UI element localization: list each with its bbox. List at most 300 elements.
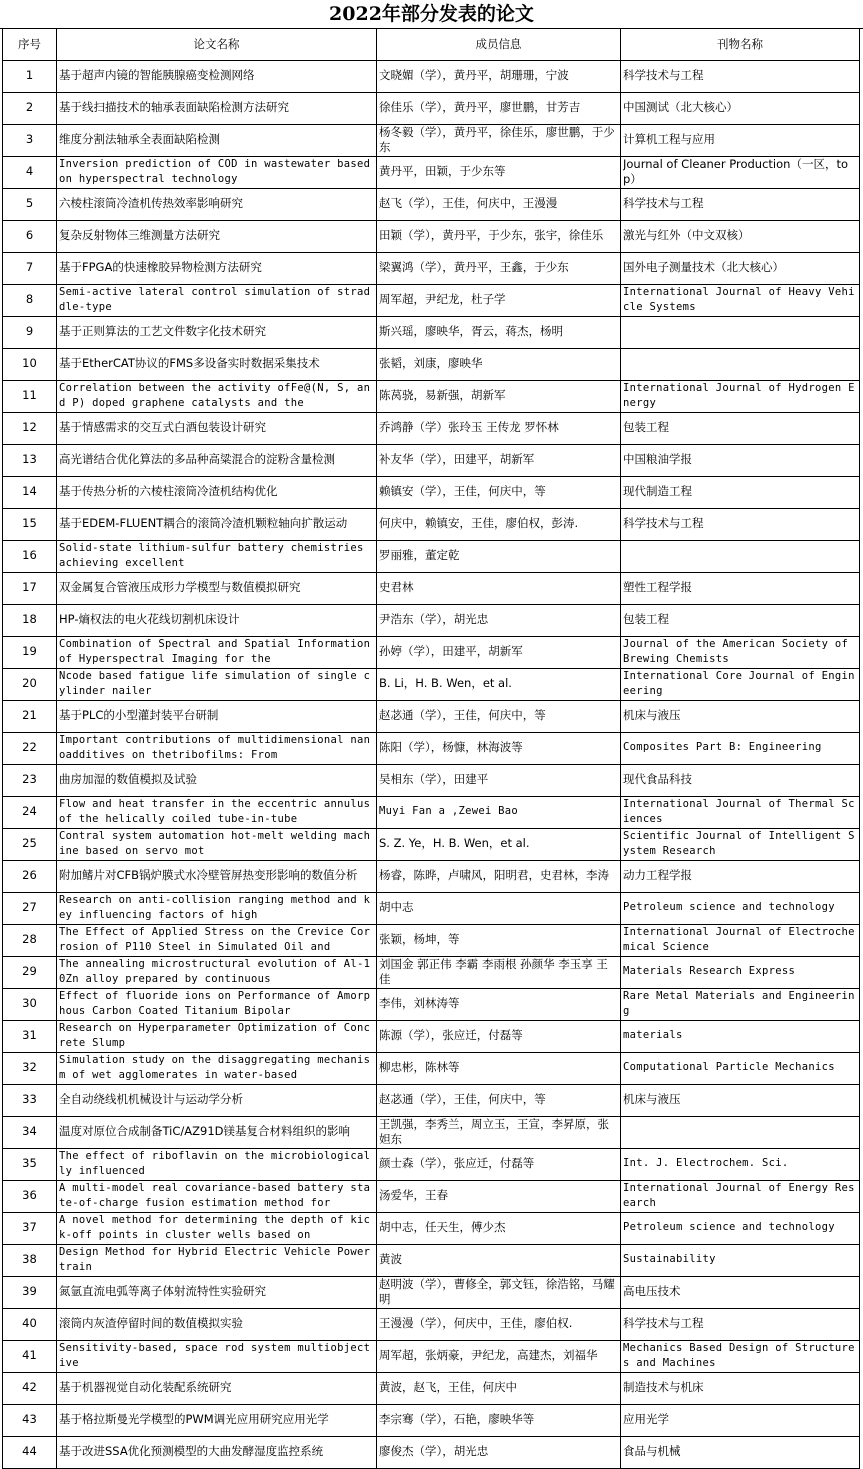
row-index-cell xyxy=(3,796,57,828)
row-index: 32 xyxy=(22,1060,37,1075)
row-index: 7 xyxy=(25,260,34,275)
paper-title-cell xyxy=(57,220,377,252)
member-info-cell xyxy=(377,476,621,508)
member-info-cell xyxy=(377,412,621,444)
member-info-cell xyxy=(377,636,621,668)
table-row xyxy=(3,92,860,124)
table-row xyxy=(3,732,860,764)
table-row xyxy=(3,1212,860,1244)
row-index: 6 xyxy=(25,228,34,243)
row-index-cell xyxy=(3,1404,57,1436)
row-index-cell xyxy=(3,1116,57,1148)
table-row xyxy=(3,1436,860,1468)
member-info-cell xyxy=(377,924,621,956)
row-index: 25 xyxy=(22,836,37,851)
paper-title-cell xyxy=(57,60,377,92)
table-row xyxy=(3,380,860,412)
paper-title-cell xyxy=(57,1372,377,1404)
journal-name-cell xyxy=(621,1084,860,1116)
paper-title-cell xyxy=(57,988,377,1020)
journal-name-cell xyxy=(621,668,860,700)
table-row xyxy=(3,316,860,348)
table-body xyxy=(3,60,860,1468)
paper-title-cell xyxy=(57,924,377,956)
paper-title: Sensitivity-based, space rod system multiobjective xyxy=(59,1341,371,1369)
member-info: 李伟，刘林涛等 xyxy=(379,996,460,1011)
table-row xyxy=(3,412,860,444)
member-info-cell xyxy=(377,1020,621,1052)
row-index-cell xyxy=(3,892,57,924)
row-index-cell xyxy=(3,1084,57,1116)
journal-name-cell xyxy=(621,1340,860,1372)
member-info-cell xyxy=(377,1116,621,1148)
member-info-cell xyxy=(377,956,621,988)
paper-title-cell xyxy=(57,252,377,284)
table-row xyxy=(3,1308,860,1340)
paper-title: Effect of fluoride ions on Performance of Amorphous Carbon Coated Titanium Bipolar xyxy=(59,989,371,1017)
paper-title: HP-熵权法的电火花线切割机床设计 xyxy=(59,612,240,627)
member-info: 柳忠彬，陈林等 xyxy=(379,1060,460,1075)
row-index-cell xyxy=(3,700,57,732)
journal-name: 科学技术与工程 xyxy=(623,516,704,531)
member-info: 田颖（学），黄丹平，于少东，张宇，徐佳乐 xyxy=(379,228,604,243)
table-row xyxy=(3,828,860,860)
member-info: 黄波，赵飞，王佳，何庆中 xyxy=(379,1380,517,1395)
journal-name: Petroleum science and technology xyxy=(623,1221,835,1234)
journal-name-cell xyxy=(621,732,860,764)
member-info: 黄波 xyxy=(379,1252,402,1267)
column-header-journal: 刊物名称 xyxy=(621,29,860,60)
member-info-cell xyxy=(377,252,621,284)
paper-title-cell xyxy=(57,284,377,316)
member-info: 斯兴瑶，廖映华，胥云，蒋杰，杨明 xyxy=(379,324,563,339)
paper-title: 复杂反射物体三维测量方法研究 xyxy=(59,228,220,243)
journal-name: 计算机工程与应用 xyxy=(623,132,715,147)
column-header-members: 成员信息 xyxy=(377,29,621,60)
journal-name-cell xyxy=(621,1276,860,1308)
row-index: 40 xyxy=(22,1316,37,1331)
paper-title-cell xyxy=(57,92,377,124)
paper-title: 基于改进SSA优化预测模型的大曲发酵湿度监控系统 xyxy=(59,1444,324,1459)
paper-title-cell xyxy=(57,572,377,604)
journal-name: International Journal of Thermal Sciences xyxy=(623,797,855,825)
journal-name: 塑性工程学报 xyxy=(623,580,692,595)
journal-name: Petroleum science and technology xyxy=(623,901,835,914)
journal-name-cell xyxy=(621,828,860,860)
row-index-cell xyxy=(3,1436,57,1468)
member-info-cell xyxy=(377,1372,621,1404)
paper-title: The effect of riboflavin on the microbiologically influenced xyxy=(59,1149,371,1177)
paper-title: Contral system automation hot-melt welding machine based on servo mot xyxy=(59,829,371,857)
journal-name-cell xyxy=(621,700,860,732)
paper-title: 基于情感需求的交互式白酒包装设计研究 xyxy=(59,420,266,435)
paper-title: 曲房加湿的数值模拟及试验 xyxy=(59,772,197,787)
member-info: 汤爱华，王春 xyxy=(379,1188,448,1203)
row-index: 9 xyxy=(25,324,34,339)
table-row xyxy=(3,348,860,380)
row-index-cell xyxy=(3,764,57,796)
journal-name: Sustainability xyxy=(623,1253,716,1266)
paper-title: Flow and heat transfer in the eccentric annulus of the helically coiled tube-in-tube xyxy=(59,797,371,825)
table-row xyxy=(3,604,860,636)
paper-title-cell xyxy=(57,828,377,860)
paper-title: Combination of Spectral and Spatial Information of Hyperspectral Imaging for the xyxy=(59,637,371,665)
table-row xyxy=(3,700,860,732)
row-index: 11 xyxy=(22,388,37,403)
row-index: 30 xyxy=(22,996,37,1011)
member-info-cell xyxy=(377,572,621,604)
member-info: 颜士森（学），张应迁，付磊等 xyxy=(379,1156,535,1171)
table-row xyxy=(3,956,860,988)
table-row xyxy=(3,1116,860,1148)
row-index-cell xyxy=(3,860,57,892)
row-index: 5 xyxy=(25,196,34,211)
table-row xyxy=(3,188,860,220)
row-index-cell xyxy=(3,572,57,604)
journal-name-cell xyxy=(621,220,860,252)
paper-title: 高光谱结合优化算法的多品种高粱混合的淀粉含量检测 xyxy=(59,452,335,467)
row-index-cell xyxy=(3,188,57,220)
journal-name-cell xyxy=(621,92,860,124)
member-info: 补友华（学），田建平，胡新军 xyxy=(379,452,535,467)
row-index-cell xyxy=(3,732,57,764)
paper-title-cell xyxy=(57,956,377,988)
row-index-cell xyxy=(3,508,57,540)
row-index-cell xyxy=(3,1052,57,1084)
journal-name-cell xyxy=(621,924,860,956)
row-index-cell xyxy=(3,668,57,700)
row-index: 44 xyxy=(22,1444,37,1459)
member-info: 梁翼鸿（学），黄丹平，王鑫，于少东 xyxy=(379,260,569,275)
journal-name-cell xyxy=(621,316,860,348)
paper-title-cell xyxy=(57,188,377,220)
table-row xyxy=(3,892,860,924)
table-header-row xyxy=(3,29,860,60)
journal-name: Scientific Journal of Intelligent System Research xyxy=(623,829,855,857)
paper-title: 基于传热分析的六棱柱滚筒冷渣机结构优化 xyxy=(59,484,278,499)
member-info: 杨冬毅（学），黄丹平，徐佳乐，廖世鹏，于少东 xyxy=(379,124,615,154)
journal-name: 机床与液压 xyxy=(623,708,681,723)
paper-title-cell xyxy=(57,604,377,636)
row-index: 8 xyxy=(25,292,34,307)
journal-name-cell xyxy=(621,956,860,988)
journal-name: 机床与液压 xyxy=(623,1092,681,1107)
journal-name-cell xyxy=(621,1404,860,1436)
journal-name-cell xyxy=(621,508,860,540)
member-info: 赵明波（学），曹修全，郭文钰，徐浩铭，马耀明 xyxy=(379,1276,615,1306)
paper-title-cell xyxy=(57,1180,377,1212)
row-index-cell xyxy=(3,924,57,956)
row-index-cell xyxy=(3,220,57,252)
member-info: 黄丹平，田颖，于少东等 xyxy=(379,164,506,179)
row-index: 13 xyxy=(22,452,37,467)
paper-title: The annealing microstructural evolution of Al-10Zn alloy prepared by continuous xyxy=(59,957,371,985)
journal-name-cell xyxy=(621,1116,860,1148)
journal-name: Journal of Cleaner Production（一区，top） xyxy=(623,156,848,186)
member-info: 赖镇安（学），王佳，何庆中，等 xyxy=(379,484,546,499)
paper-title: 基于格拉斯曼光学模型的PWM调光应用研究应用光学 xyxy=(59,1412,329,1427)
row-index-cell xyxy=(3,380,57,412)
row-index-cell xyxy=(3,988,57,1020)
paper-title: Semi-active lateral control simulation of straddle-type xyxy=(59,285,371,313)
member-info: 乔鸿静（学）张玲玉 王传龙 罗怀林 xyxy=(379,420,559,435)
table-row xyxy=(3,1148,860,1180)
member-info: 张颖，杨坤，等 xyxy=(379,932,460,947)
journal-name: 科学技术与工程 xyxy=(623,1316,704,1331)
journal-name: Mechanics Based Design of Structures and Machines xyxy=(623,1341,855,1369)
member-info: 周军超，张炳豪，尹纪龙，高建杰，刘福华 xyxy=(379,1348,598,1363)
journal-name: 中国粮油学报 xyxy=(623,452,692,467)
journal-name-cell xyxy=(621,764,860,796)
row-index: 41 xyxy=(22,1348,37,1363)
journal-name-cell xyxy=(621,380,860,412)
row-index: 29 xyxy=(22,964,37,979)
journal-name: International Journal of Electrochemical Science xyxy=(623,925,855,953)
row-index: 17 xyxy=(22,580,37,595)
paper-title-cell xyxy=(57,124,377,156)
table-row xyxy=(3,764,860,796)
table-row xyxy=(3,1340,860,1372)
member-info: 李宗骞（学），石艳，廖映华等 xyxy=(379,1412,535,1427)
paper-title-cell xyxy=(57,1276,377,1308)
member-info: 何庆中，赖镇安，王佳，廖伯权，彭涛. xyxy=(379,516,579,531)
paper-title-cell xyxy=(57,476,377,508)
row-index-cell xyxy=(3,1244,57,1276)
row-index-cell xyxy=(3,316,57,348)
table-row xyxy=(3,860,860,892)
row-index: 14 xyxy=(22,484,37,499)
journal-name: Int. J. Electrochem. Sci. xyxy=(623,1157,789,1170)
journal-name-cell xyxy=(621,284,860,316)
row-index: 1 xyxy=(25,68,34,83)
row-index: 16 xyxy=(22,548,37,563)
member-info-cell xyxy=(377,348,621,380)
row-index: 35 xyxy=(22,1156,37,1171)
journal-name: Materials Research Express xyxy=(623,965,796,978)
journal-name: 国外电子测量技术（北大核心） xyxy=(623,260,784,275)
journal-name-cell xyxy=(621,860,860,892)
paper-title: 六棱柱滚筒冷渣机传热效率影响研究 xyxy=(59,196,243,211)
paper-title: 基于PLC的小型灌封装平台研制 xyxy=(59,708,219,723)
table-row xyxy=(3,60,860,92)
journal-name: International Journal of Heavy Vehicle Systems xyxy=(623,285,855,313)
member-info: 罗丽雅，董定乾 xyxy=(379,548,460,563)
paper-title-cell xyxy=(57,156,377,188)
journal-name-cell xyxy=(621,1244,860,1276)
row-index-cell xyxy=(3,956,57,988)
row-index-cell xyxy=(3,156,57,188)
table-row xyxy=(3,540,860,572)
member-info: 陈莴骁，易新强，胡新军 xyxy=(379,388,506,403)
paper-title-cell xyxy=(57,1020,377,1052)
member-info: 史君林 xyxy=(379,580,414,595)
papers-table xyxy=(2,29,860,1469)
journal-name-cell xyxy=(621,604,860,636)
member-info: 周军超，尹纪龙，杜子学 xyxy=(379,292,506,307)
journal-name-cell xyxy=(621,1212,860,1244)
row-index-cell xyxy=(3,1276,57,1308)
member-info: 徐佳乐（学），黄丹平，廖世鹏，甘芳吉 xyxy=(379,100,581,115)
row-index-cell xyxy=(3,1212,57,1244)
paper-title-cell xyxy=(57,1116,377,1148)
table-title: 2022年部分发表的论文 xyxy=(0,0,863,29)
member-info: Muyi Fan a ,Zewei Bao xyxy=(379,805,519,818)
row-index-cell xyxy=(3,1180,57,1212)
member-info-cell xyxy=(377,380,621,412)
member-info: 王漫漫（学），何庆中，王佳，廖伯权. xyxy=(379,1316,573,1331)
paper-title-cell xyxy=(57,380,377,412)
row-index: 3 xyxy=(25,132,34,147)
row-index-cell xyxy=(3,1340,57,1372)
journal-name-cell xyxy=(621,348,860,380)
paper-title: Inversion prediction of COD in wastewater based on hyperspectral technology xyxy=(59,157,371,185)
journal-name-cell xyxy=(621,124,860,156)
table-row xyxy=(3,636,860,668)
member-info-cell xyxy=(377,764,621,796)
member-info-cell xyxy=(377,1148,621,1180)
member-info-cell xyxy=(377,1436,621,1468)
paper-title-cell xyxy=(57,412,377,444)
table-row xyxy=(3,1244,860,1276)
row-index: 15 xyxy=(22,516,37,531)
row-index: 21 xyxy=(22,708,37,723)
member-info-cell xyxy=(377,1308,621,1340)
journal-name: 激光与红外（中文双核） xyxy=(623,228,750,243)
journal-name-cell xyxy=(621,796,860,828)
row-index: 10 xyxy=(22,356,37,371)
member-info-cell xyxy=(377,732,621,764)
journal-name: International Journal of Hydrogen Energy xyxy=(623,381,855,409)
member-info-cell xyxy=(377,892,621,924)
column-header-index: 序号 xyxy=(3,29,57,60)
journal-name-cell xyxy=(621,572,860,604)
paper-title: Design Method for Hybrid Electric Vehicle Powertrain xyxy=(59,1245,371,1273)
member-info: 吴相东（学），田建平 xyxy=(379,772,489,787)
member-info-cell xyxy=(377,92,621,124)
table-row xyxy=(3,444,860,476)
row-index-cell xyxy=(3,476,57,508)
table-row xyxy=(3,476,860,508)
paper-title: 基于EDEM-FLUENT耦合的滚筒冷渣机颗粒轴向扩散运动 xyxy=(59,516,348,531)
journal-name: Computational Particle Mechanics xyxy=(623,1061,835,1074)
member-info-cell xyxy=(377,1340,621,1372)
member-info-cell xyxy=(377,60,621,92)
paper-title-cell xyxy=(57,892,377,924)
member-info-cell xyxy=(377,540,621,572)
table-row xyxy=(3,924,860,956)
table-row xyxy=(3,1180,860,1212)
paper-title: 基于超声内镜的智能胰腺癌变检测网络 xyxy=(59,68,255,83)
member-info: 尹浩东（学），胡光忠 xyxy=(379,612,489,627)
journal-name: 科学技术与工程 xyxy=(623,196,704,211)
member-info-cell xyxy=(377,284,621,316)
row-index-cell xyxy=(3,1308,57,1340)
row-index: 24 xyxy=(22,804,37,819)
member-info-cell xyxy=(377,1244,621,1276)
paper-title-cell xyxy=(57,444,377,476)
row-index: 2 xyxy=(25,100,34,115)
journal-name-cell xyxy=(621,1020,860,1052)
paper-title: 基于正则算法的工艺文件数字化技术研究 xyxy=(59,324,266,339)
member-info: 胡中志 xyxy=(379,900,414,915)
table-row xyxy=(3,1404,860,1436)
member-info-cell xyxy=(377,1052,621,1084)
row-index-cell xyxy=(3,604,57,636)
paper-title: 基于FPGA的快速橡胶异物检测方法研究 xyxy=(59,260,262,275)
journal-name: 包装工程 xyxy=(623,612,669,627)
row-index: 38 xyxy=(22,1252,37,1267)
member-info-cell xyxy=(377,1180,621,1212)
table-row xyxy=(3,796,860,828)
row-index: 33 xyxy=(22,1092,37,1107)
paper-title: 全自动绕线机机械设计与运动学分析 xyxy=(59,1092,243,1107)
paper-title-cell xyxy=(57,796,377,828)
member-info-cell xyxy=(377,668,621,700)
row-index: 26 xyxy=(22,868,37,883)
member-info-cell xyxy=(377,860,621,892)
row-index: 22 xyxy=(22,740,37,755)
table-row xyxy=(3,1276,860,1308)
row-index: 19 xyxy=(22,644,37,659)
journal-name-cell xyxy=(621,1052,860,1084)
paper-title-cell xyxy=(57,732,377,764)
row-index-cell xyxy=(3,828,57,860)
journal-name-cell xyxy=(621,1148,860,1180)
paper-title: Ncode based fatigue life simulation of single cylinder nailer xyxy=(59,669,371,697)
paper-title: 基于EtherCAT协议的FMS多设备实时数据采集技术 xyxy=(59,356,320,371)
paper-title-cell xyxy=(57,1404,377,1436)
member-info-cell xyxy=(377,220,621,252)
journal-name: 动力工程学报 xyxy=(623,868,692,883)
journal-name: 食品与机械 xyxy=(623,1444,681,1459)
member-info-cell xyxy=(377,988,621,1020)
journal-name-cell xyxy=(621,988,860,1020)
row-index: 39 xyxy=(22,1284,37,1299)
row-index: 28 xyxy=(22,932,37,947)
paper-title: Simulation study on the disaggregating mechanism of wet agglomerates in water-based xyxy=(59,1053,371,1081)
row-index-cell xyxy=(3,348,57,380)
member-info: 胡中志，任天生，傅少杰 xyxy=(379,1220,506,1235)
member-info-cell xyxy=(377,156,621,188)
member-info-cell xyxy=(377,1404,621,1436)
journal-name-cell xyxy=(621,476,860,508)
journal-name-cell xyxy=(621,636,860,668)
table-row xyxy=(3,1084,860,1116)
member-info-cell xyxy=(377,796,621,828)
member-info: 赵苾通（学），王佳，何庆中，等 xyxy=(379,708,546,723)
member-info: S. Z. Ye，H. B. Wen，et al. xyxy=(379,836,530,851)
journal-name: 中国测试（北大核心） xyxy=(623,100,738,115)
row-index-cell xyxy=(3,1148,57,1180)
paper-title: A multi-model real covariance-based battery state-of-charge fusion estimation method for xyxy=(59,1181,371,1209)
member-info: 张韬，刘康，廖映华 xyxy=(379,356,483,371)
row-index: 43 xyxy=(22,1412,37,1427)
table-row xyxy=(3,988,860,1020)
member-info: 刘国金 郭正伟 李霸 李雨根 孙颜华 李玉享 王佳 xyxy=(379,956,608,986)
journal-name: International Journal of Energy Research xyxy=(623,1181,855,1209)
row-index: 42 xyxy=(22,1380,37,1395)
journal-name-cell xyxy=(621,1308,860,1340)
paper-title: A novel method for determining the depth of kick-off points in cluster wells based on xyxy=(59,1213,371,1241)
paper-title-cell xyxy=(57,1052,377,1084)
paper-title-cell xyxy=(57,860,377,892)
paper-title: Research on Hyperparameter Optimization of Concrete Slump xyxy=(59,1021,371,1049)
journal-name: Composites Part B: Engineering xyxy=(623,741,822,754)
row-index-cell xyxy=(3,540,57,572)
paper-title: 双金属复合管液压成形力学模型与数值模拟研究 xyxy=(59,580,301,595)
row-index: 20 xyxy=(22,676,37,691)
journal-name: 现代制造工程 xyxy=(623,484,692,499)
